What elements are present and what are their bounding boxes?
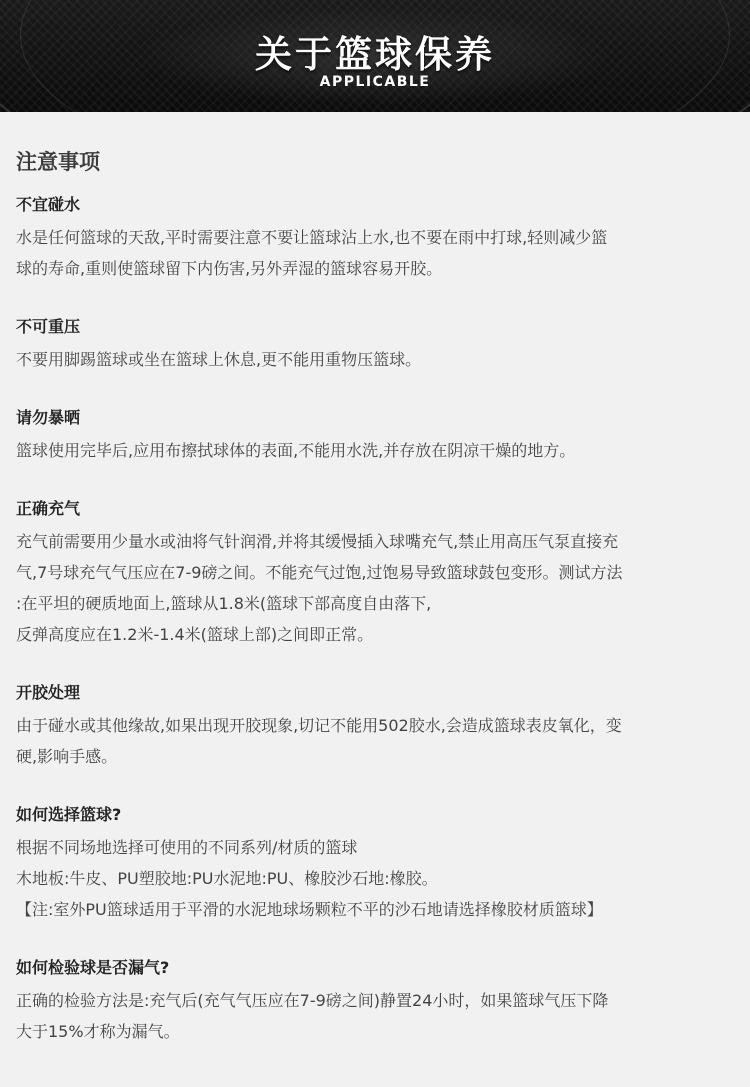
section-text-line: 大于15%才称为漏气。 bbox=[16, 1022, 180, 1041]
notes-content bbox=[16, 146, 736, 1047]
section-text-line: :在平坦的硬质地面上,篮球从1.8米(篮球下部高度自由落下, bbox=[16, 594, 432, 613]
header-banner bbox=[0, 0, 750, 112]
section-text-line: 球的寿命,重则使篮球留下内伤害,另外弄湿的篮球容易开胶。 bbox=[16, 259, 443, 278]
section-text-line: 根据不同场地选择可使用的不同系列/材质的篮球 bbox=[16, 838, 358, 857]
section-text-line: 不要用脚踢篮球或坐在篮球上休息,更不能用重物压篮球。 bbox=[16, 350, 422, 369]
banner-subtitle: APPLICABLE bbox=[319, 74, 431, 90]
section-title: 请勿暴晒 bbox=[16, 408, 81, 427]
section-text-line: 气,7号球充气气压应在7-9磅之间。不能充气过饱,过饱易导致篮球鼓包变形。测试方法 bbox=[16, 563, 623, 582]
section-pressure bbox=[16, 314, 736, 375]
section-title: 不可重压 bbox=[16, 317, 81, 336]
section-text-line: 硬,影响手感。 bbox=[16, 747, 118, 766]
section-sun bbox=[16, 405, 736, 466]
section-text-line: 篮球使用完毕后,应用布擦拭球体的表面,不能用水洗,并存放在阴凉干燥的地方。 bbox=[16, 441, 576, 460]
section-title: 如何检验球是否漏气? bbox=[16, 958, 170, 977]
section-text-line: 水是任何篮球的天敌,平时需要注意不要让篮球沾上水,也不要在雨中打球,轻则减少篮 bbox=[16, 228, 608, 247]
section-title: 正确充气 bbox=[16, 499, 81, 518]
section-text-line: 充气前需要用少量水或油将气针润滑,并将其缓慢插入球嘴充气,禁止用高压气泵直接充 bbox=[16, 532, 619, 551]
section-title: 不宜碰水 bbox=[16, 195, 81, 214]
section-water bbox=[16, 192, 736, 284]
section-glue bbox=[16, 680, 736, 772]
section-text-line: 反弹高度应在1.2米-1.4米(篮球上部)之间即正常。 bbox=[16, 625, 374, 644]
section-text-line: 木地板:牛皮、PU塑胶地:PU水泥地:PU、橡胶沙石地:橡胶。 bbox=[16, 869, 438, 888]
section-title: 如何选择篮球? bbox=[16, 805, 122, 824]
section-text-line: 【注:室外PU篮球适用于平滑的水泥地球场颗粒不平的沙石地请选择橡胶材质篮球】 bbox=[16, 900, 603, 919]
section-title: 开胶处理 bbox=[16, 683, 81, 702]
section-choose bbox=[16, 802, 736, 925]
section-inflation bbox=[16, 496, 736, 650]
section-leak bbox=[16, 955, 736, 1047]
section-text-line: 由于碰水或其他缘故,如果出现开胶现象,切记不能用502胶水,会造成篮球表皮氧化，变 bbox=[16, 716, 622, 735]
page-heading: 注意事项 bbox=[16, 150, 100, 174]
banner-title: 关于篮球保养 bbox=[255, 33, 495, 76]
section-text-line: 正确的检验方法是:充气后(充气气压应在7-9磅之间)静置24小时，如果篮球气压下降 bbox=[16, 991, 609, 1010]
